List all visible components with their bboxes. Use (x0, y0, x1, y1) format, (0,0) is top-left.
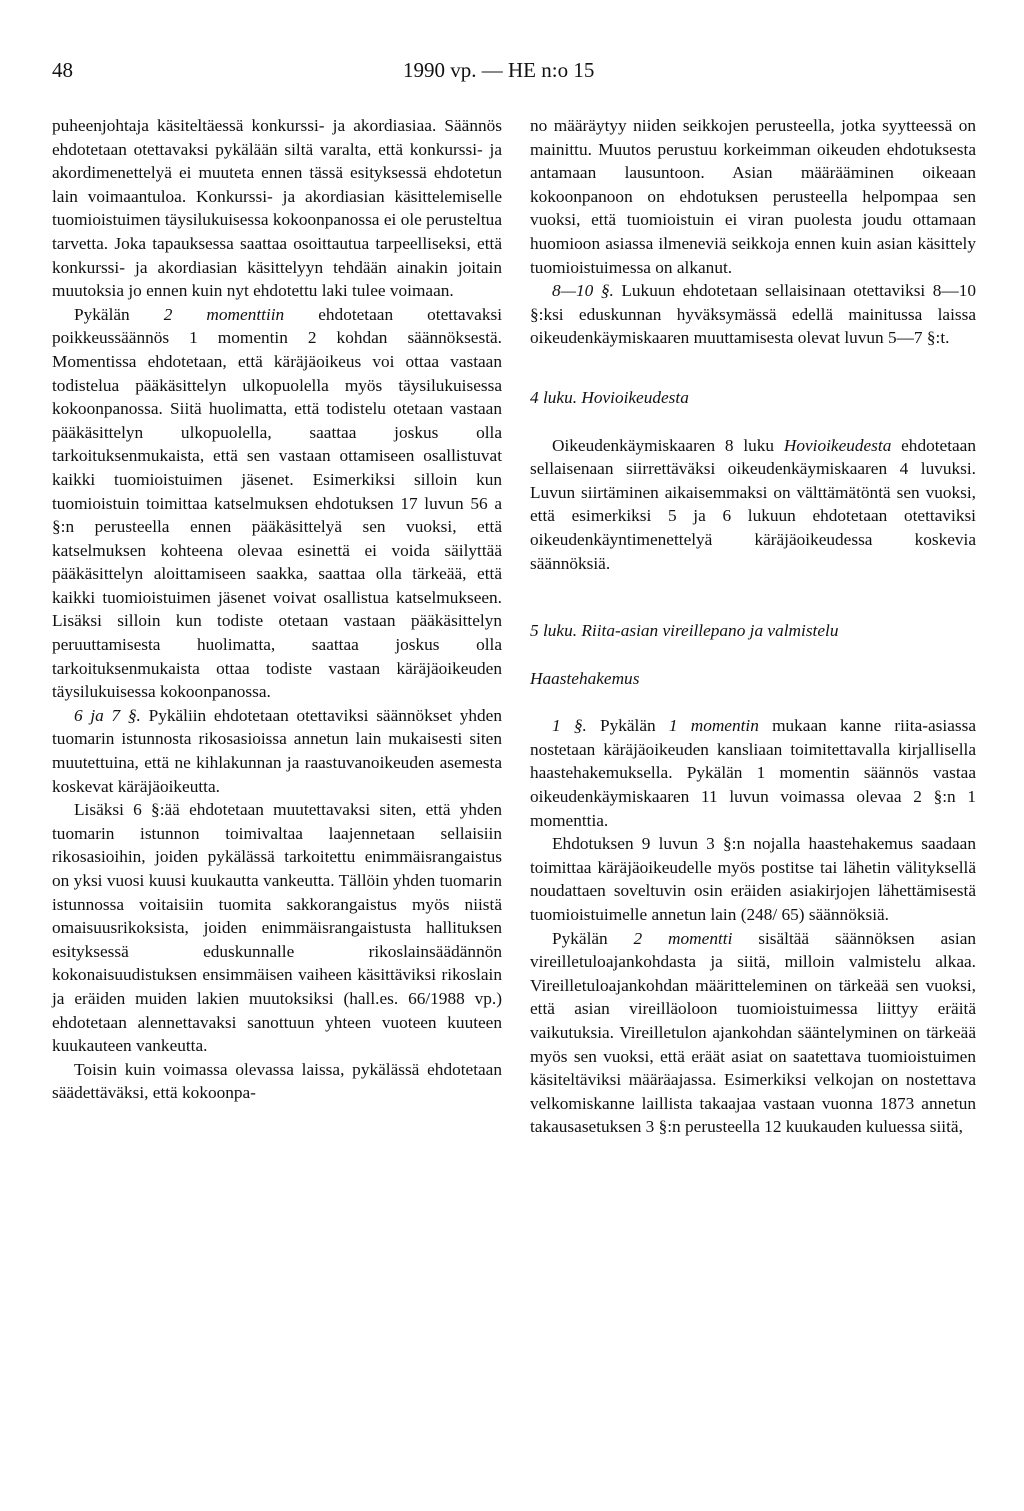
paragraph: Pykälän 2 momentti sisältää säännöksen asian vireilletuloajankohdasta ja siitä, milloin valmistelu alkaa. Vireilletuloajankohdan määritteleminen on tärkeää sen vuoksi, että asian vireilläoloon tuomioistuimessa liittyy eräitä vaikutuksia. Vireilletulon ajankohdan sääntelyminen on tärkeää myös sen vuoksi, että eräät asiat on saatettava tuomioistuimen käsiteltäviksi määräajassa. Esimerkiksi velkojan on nostettava velkomiskanne laillista takaajaa vastaan vuonna 1873 annetun takausasetuksen 3 §:n perusteella 12 kuukauden kuluessa siitä, (530, 928, 977, 1137)
paragraph: Toisin kuin voimassa olevassa laissa, pykälässä ehdotetaan säädettäväksi, että kokoonpa- (52, 1059, 502, 1103)
right-column (530, 114, 976, 1139)
paragraph: Oikeudenkäymiskaaren 8 luku Hovioikeudesta ehdotetaan sellaisenaan siirrettäväksi oikeudenkäymiskaaren 4 luvuksi. Luvun siirtäminen aikaisemmaksi on välttämätöntä sen vuoksi, että esimerkiksi 5 ja 6 lukuun ehdotetaan otettaviksi oikeudenkäyntimenettelyä käräjäoikeudessa koskevia säännöksiä. (530, 435, 976, 573)
left-column (52, 114, 502, 1105)
subsection-heading: Haastehakemus (530, 668, 640, 688)
section-heading: 4 luku. Hovioikeudesta (530, 387, 689, 407)
paragraph: no määräytyy niiden seikkojen perusteella, jotka syytteessä on mainittu. Muutos perustuu korkeimman oikeuden ehdotuksesta antamaan lausuntoon. Asian määrääminen oikeaan kokoonpanoon on ehdotuksen perusteella helpompaa sen vuoksi, että tuomioistuin ei viran puolesta joudu ottamaan huomioon asiassa ilmeneviä seikkoja ennen kuin asian käsittely tuomioistuimessa on alkanut. (530, 116, 976, 277)
paragraph: 1 §. Pykälän 1 momentin mukaan kanne riita-asiassa nostetaan käräjäoikeuden kansliaan toimitettavalla kirjallisella haastehakemuksella. Pykälän 1 momentin säännös vastaa oikeudenkäymiskaaren 11 luvun voimassa olevaa 2 §:n 1 momenttia. (530, 716, 976, 830)
paragraph: Lisäksi 6 §:ää ehdotetaan muutettavaksi siten, että yhden tuomarin istunnon toimivaltaa laajennetaan sellaisiin rikosasioihin, joiden pykälässä tarkoitettu enimmäisrangaistus on yksi vuosi kuusi kuukautta vankeutta. Tällöin yhden tuomarin istunnossa voitaisiin tuomita sakkorangaistus myös niistä omaisuusrikoksista, joiden enimmäisrangaistusta hallituksen esityksessä eduskunnalle rikoslainsäädännön kokonaisuudistuksen ensimmäisen vaiheen käsittäviksi rikoslain ja eräiden muiden lakien muutoksiksi (hall.es. 66/1988 vp.) ehdotetaan alennettavaksi sanottuun yhteen vuoteen kuuteen kuukauteen vankeutta. (52, 800, 502, 1056)
paragraph: Pykälän 2 momenttiin ehdotetaan otettavaksi poikkeussäännös 1 momentin 2 kohdan säännöksestä. Momentissa ehdotetaan, että käräjäoikeus voi ottaa vastaan todistelua pääkäsittelyn ulkopuolella myös täysilukuisessa kokoonpanossa. Siitä huolimatta, että todistelu otetaan vastaan pääkäsittelyn ulkopuolella, saattaa joskus olla tarkoituksenmukaista, että sen vastaan ottamiseen osallistuvat kaikki tuomioistuimen jäsenet. Esimerkiksi silloin kun tuomioistuin toimittaa katselmuksen ehdotuksen 17 luvun 56 a §:n perusteella ennen pääkäsittelyä sen vuoksi, että katselmuksen kohteena olevaa esinettä ei voida säilyttää pääkäsittelyn aloittamiseen saakka, saattaa olla tärkeää, että kaikki tuomioistuimen jäsenet voivat osallistua katselmukseen. Lisäksi silloin kun todiste otetaan vastaan pääkäsittelyn peruuttamisesta huolimatta, saattaa joskus olla tarkoituksenmukaista ottaa todiste vastaan käräjäoikeuden täysilukuisessa kokoonpanossa. (52, 304, 502, 702)
page-header (0, 58, 1024, 88)
paragraph: 6 ja 7 §. Pykäliin ehdotetaan otettaviksi säännökset yhden tuomarin istunnosta rikosasioissa annetun lain mukaisesti siten muutettuina, että ne kihlakunnan ja raastuvanoikeuden asemesta koskevat käräjäoikeutta. (52, 705, 502, 796)
paragraph: 8—10 §. Lukuun ehdotetaan sellaisinaan otettaviksi 8—10 §:ksi eduskunnan hyväksymässä edellä mainitussa laissa oikeudenkäymiskaaren muuttamisesta olevat luvun 5—7 §:t. (530, 281, 976, 348)
running-head: 1990 vp. — HE n:o 15 (403, 58, 595, 82)
section-heading: 5 luku. Riita-asian vireillepano ja valmistelu (530, 621, 839, 641)
paragraph: puheenjohtaja käsiteltäessä konkurssi- ja akordiasiaa. Säännös ehdotetaan otettavaksi pykälään siltä varalta, että konkurssi- ja akordimenettelyä ei muuteta ennen tässä esityksessä ehdotetun lain voimaantuloa. Konkurssi- ja akordiasian käsittelemiselle tuomioistuimen täysilukuisessa kokoonpanossa ei ole perusteltua tarvetta. Joka tapauksessa saattaa osoittautua tarpeelliseksi, että konkurssi- ja akordiasian käsittelyyn tehdään ainakin joitain muutoksia jo ennen kuin nyt ehdotettu laki tulee voimaan. (52, 116, 502, 301)
paragraph: Ehdotuksen 9 luvun 3 §:n nojalla haastehakemus saadaan toimittaa käräjäoikeudelle myös postitse tai lähetin välityksellä noudattaen soveltuvin osin eräiden asiakirjojen lähettämisestä tuomioistuimelle annetun lain (248/ 65) säännöksiä. (530, 834, 976, 925)
page-number: 48 (52, 58, 73, 82)
